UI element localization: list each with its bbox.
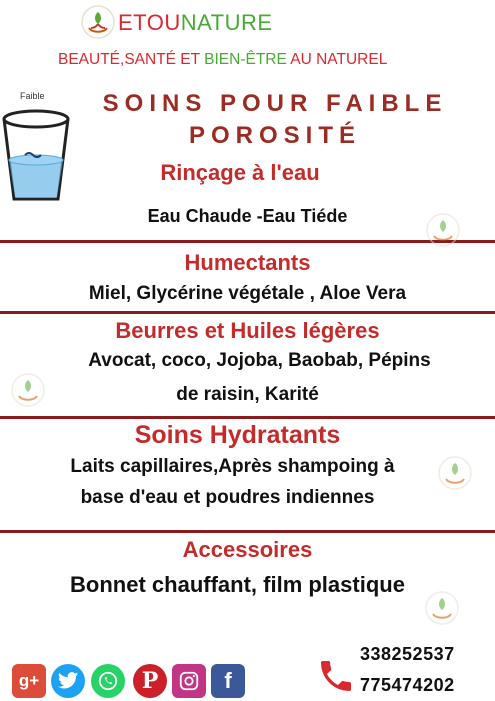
watermark-logo-icon <box>10 372 46 408</box>
section-text-butters-oils-2: de raisin, Karité <box>176 384 319 405</box>
page-title-line2: POROSITÉ <box>188 122 362 149</box>
tagline-part3: AU NATUREL <box>286 51 388 68</box>
whatsapp-icon[interactable] <box>91 664 125 698</box>
section-title-rinsing: Rinçage à l'eau <box>160 160 320 185</box>
section-text-accessories: Bonnet chauffant, film plastique <box>70 572 405 597</box>
google-plus-icon[interactable]: g+ <box>12 664 46 698</box>
phone-icon <box>316 656 356 696</box>
section-text-butters-oils-1: Avocat, coco, Jojoba, Baobab, Pépins <box>88 350 431 371</box>
section-title-accessories: Accessoires <box>182 537 313 562</box>
section-title-humectants: Humectants <box>184 250 311 275</box>
section-text-rinsing: Eau Chaude -Eau Tiéde <box>147 206 348 226</box>
instagram-icon[interactable] <box>172 664 206 698</box>
twitter-icon[interactable] <box>51 664 85 698</box>
section-text-hydrating-1: Laits capillaires,Après shampoing à <box>70 456 395 477</box>
divider <box>0 240 495 243</box>
watermark-logo-icon <box>425 212 461 248</box>
brand-name-part2: NATURE <box>180 10 273 35</box>
facebook-icon[interactable]: f <box>211 664 245 698</box>
brand-name-part1: ETOU <box>118 10 181 35</box>
section-title-butters-oils: Beurres et Huiles légères <box>115 318 380 343</box>
divider <box>0 416 495 419</box>
tagline <box>58 51 387 69</box>
divider <box>0 530 495 533</box>
watermark-logo-icon <box>424 590 460 626</box>
tagline-part2: BIEN-ÊTRE <box>204 51 287 68</box>
glass-label: Faible <box>20 91 45 101</box>
divider <box>0 311 495 314</box>
tagline-part1: BEAUTÉ,SANTÉ ET <box>58 51 205 68</box>
section-text-hydrating-2: base d'eau et poudres indiennes <box>80 487 375 508</box>
page-title-line1: SOINS POUR FAIBLE <box>102 90 448 117</box>
phone-number-2[interactable]: 775474202 <box>360 675 455 695</box>
watermark-logo-icon <box>437 455 473 491</box>
brand-name <box>118 10 273 36</box>
section-text-humectants: Miel, Glycérine végétale , Aloe Vera <box>88 283 407 304</box>
section-title-hydrating: Soins Hydratants <box>134 421 341 449</box>
brand-logo-icon <box>80 4 116 40</box>
phone-number-1[interactable]: 338252537 <box>360 644 455 664</box>
pinterest-icon[interactable]: P <box>133 664 167 698</box>
